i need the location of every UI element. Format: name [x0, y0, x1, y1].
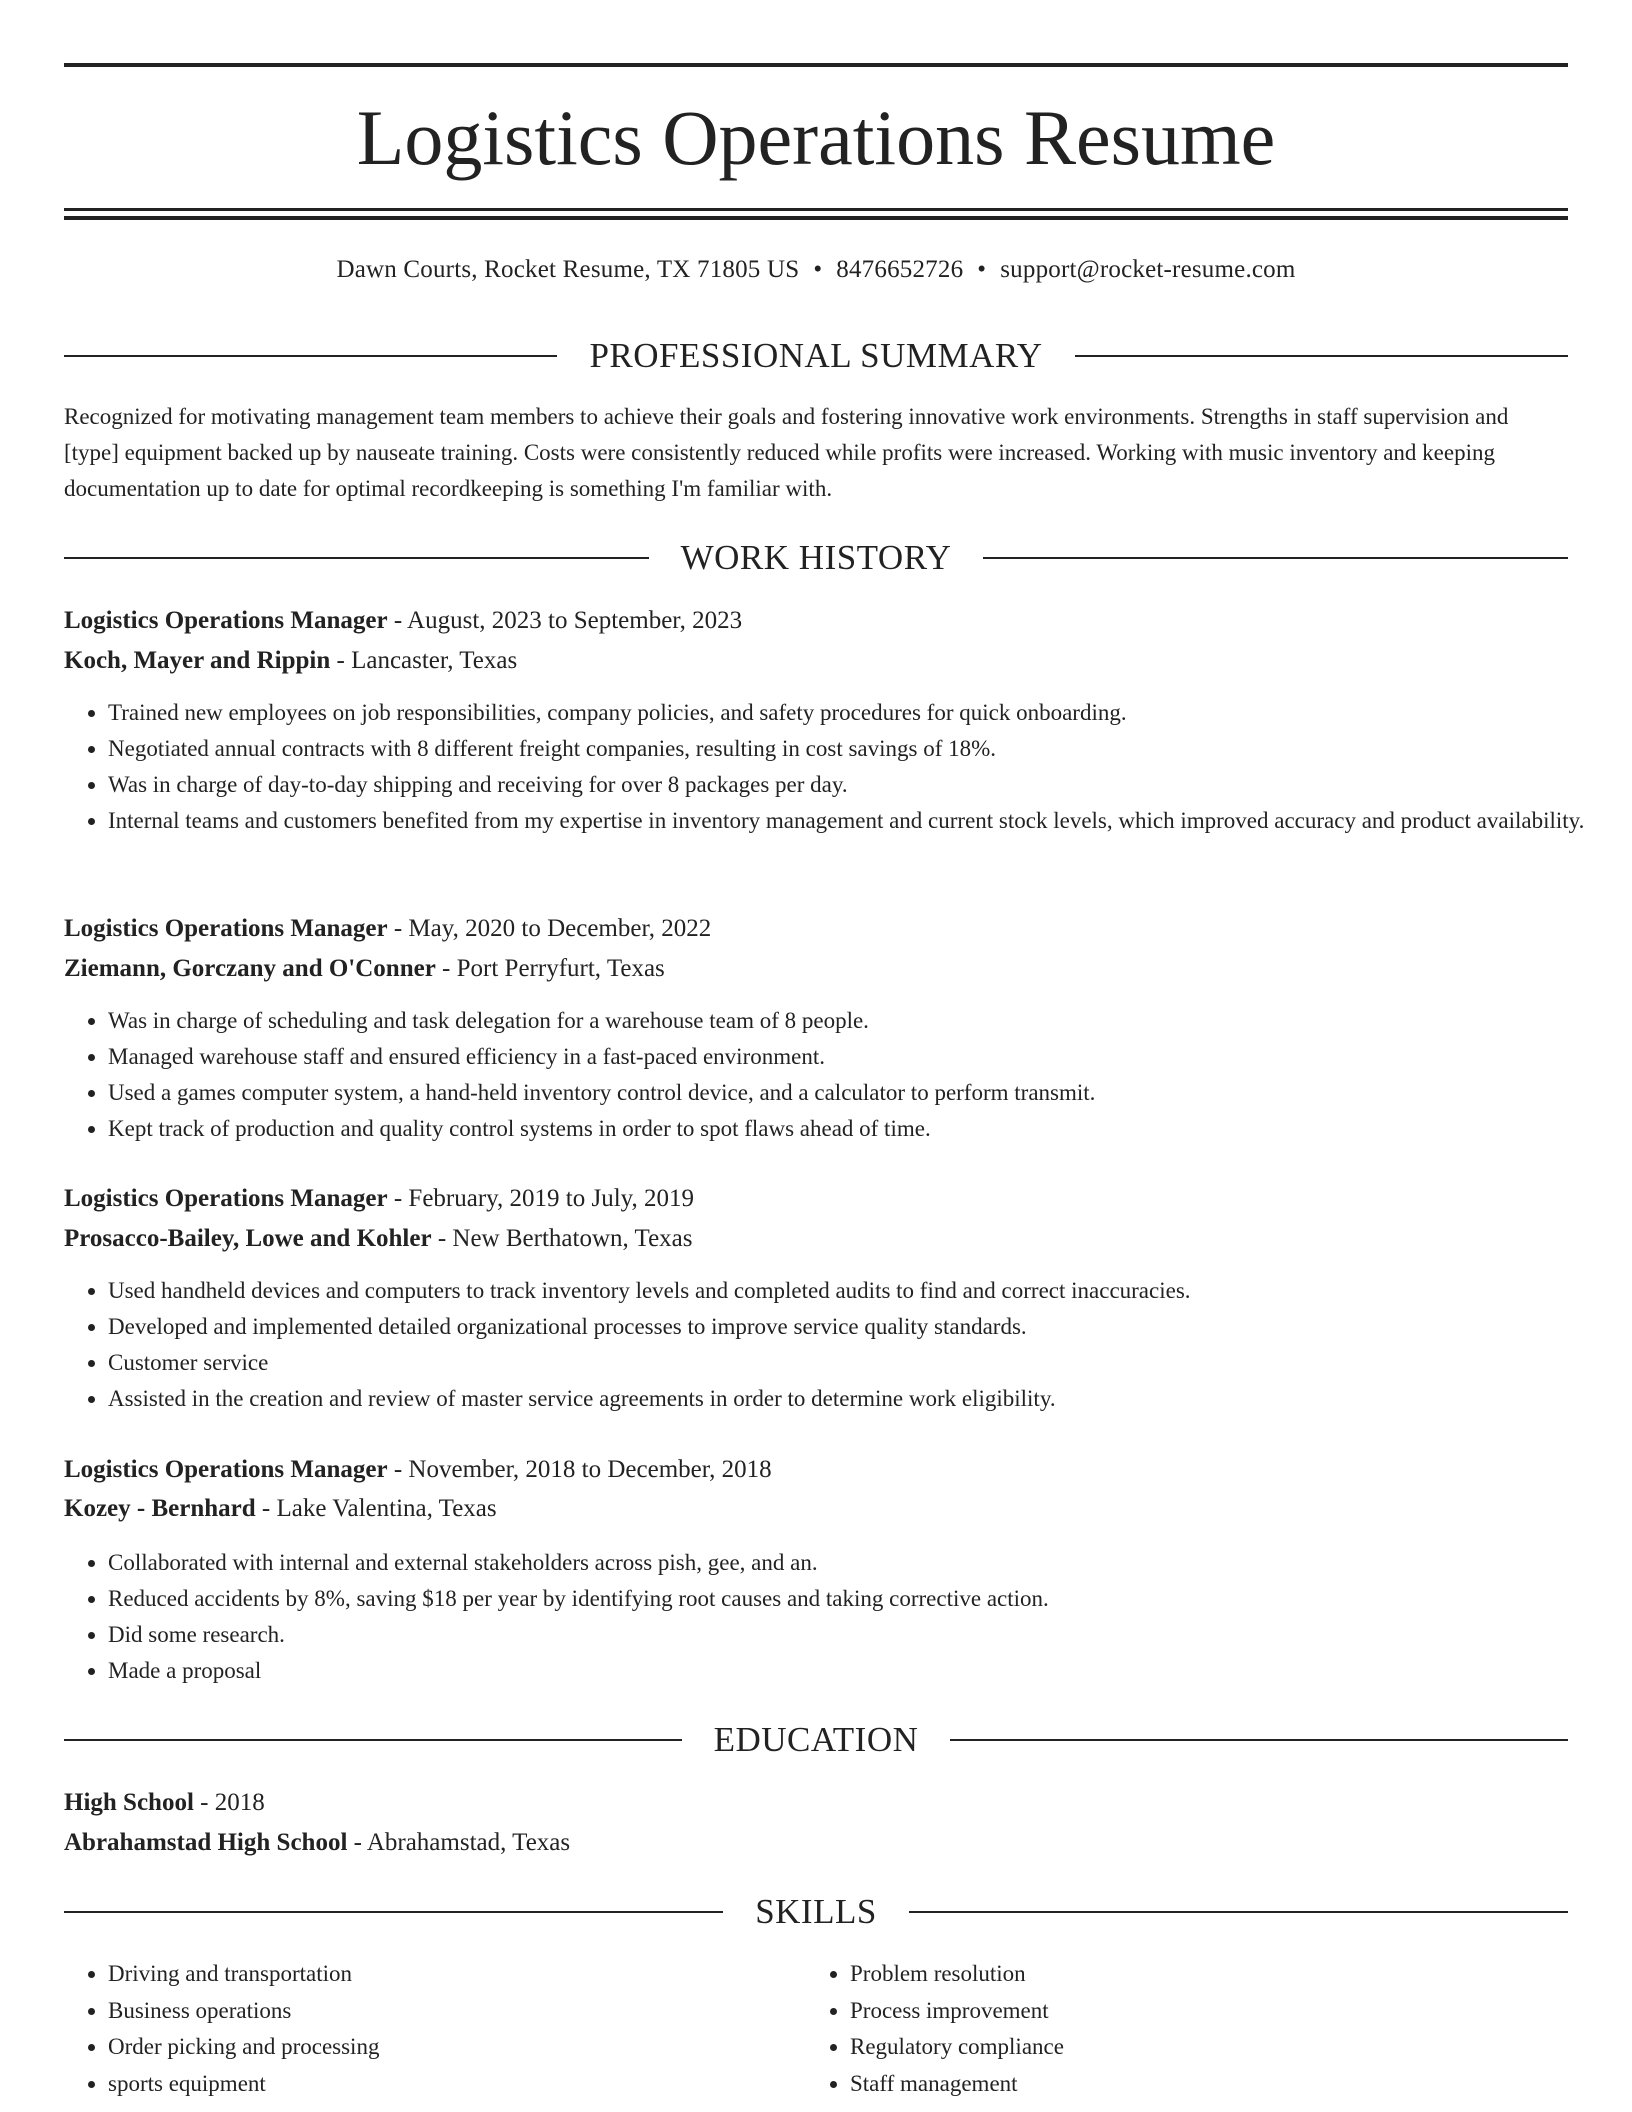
- heading-rule-right: [983, 557, 1568, 559]
- contact-line: [64, 253, 1568, 287]
- heading-rule-left: [64, 1911, 723, 1913]
- section-heading-education: [64, 1718, 1568, 1762]
- list-item: • Collaborated with internal and external stakeholders across pish, gee, and an.: [108, 1545, 1612, 1581]
- skills-list-right: [806, 1956, 1064, 2102]
- job-title: Logistics Operations Manager: [64, 1456, 388, 1483]
- section-heading-skills: [64, 1890, 1568, 1934]
- section-heading-text: SKILLS: [755, 1892, 877, 1931]
- job-company-line: [64, 1221, 1568, 1257]
- job-company-line: [64, 1491, 1568, 1527]
- job-title-line: [64, 911, 1568, 947]
- job-title-line: [64, 1181, 1568, 1217]
- list-item: • Kept track of production and quality control systems in order to spot flaws ahead of time.: [108, 1111, 1612, 1147]
- list-item: • Negotiated annual contracts with 8 different freight companies, resulting in cost savings of 18%.: [108, 731, 1612, 767]
- skills-list-left: [64, 1956, 379, 2102]
- list-item: • Business operations: [108, 1993, 379, 2030]
- list-item: • Managed warehouse staff and ensured efficiency in a fast-paced environment.: [108, 1039, 1612, 1075]
- job-location: - Port Perryfurt, Texas: [442, 955, 665, 982]
- job-dates: - February, 2019 to July, 2019: [393, 1185, 695, 1212]
- job-location: - New Berthatown, Texas: [437, 1225, 693, 1252]
- contact-address: Dawn Courts, Rocket Resume, TX 71805 US: [336, 256, 800, 283]
- list-item: • Staff management: [850, 2066, 1064, 2103]
- education-school-line: [64, 1825, 1568, 1861]
- job-dates: - November, 2018 to December, 2018: [393, 1456, 772, 1483]
- list-item: • Was in charge of scheduling and task delegation for a warehouse team of 8 people.: [108, 1003, 1612, 1039]
- job-dates: - August, 2023 to September, 2023: [393, 607, 743, 634]
- top-rule: [64, 63, 1568, 67]
- list-item: • Developed and implemented detailed organizational processes to improve service quality standards.: [108, 1309, 1612, 1345]
- section-heading-work: [64, 536, 1568, 580]
- section-heading-summary: [64, 334, 1568, 378]
- job-title-line: [64, 1452, 1568, 1488]
- education-school: Abrahamstad High School: [64, 1829, 348, 1856]
- double-rule-lower: [64, 216, 1568, 220]
- list-item: • sports equipment: [108, 2066, 379, 2103]
- job-company-line: [64, 643, 1568, 679]
- heading-rule-left: [64, 355, 557, 357]
- job-title: Logistics Operations Manager: [64, 915, 388, 942]
- contact-email: support@rocket-resume.com: [1000, 256, 1296, 283]
- job-company: Kozey - Bernhard: [64, 1495, 256, 1522]
- list-item: • Did some research.: [108, 1617, 1612, 1653]
- education-degree-line: [64, 1785, 1568, 1821]
- page-title: Logistics Operations Resume: [356, 94, 1276, 181]
- education-year: - 2018: [200, 1789, 265, 1816]
- education-degree: High School: [64, 1789, 194, 1816]
- education-location: - Abrahamstad, Texas: [353, 1829, 571, 1856]
- job-title: Logistics Operations Manager: [64, 1185, 388, 1212]
- job-location: - Lake Valentina, Texas: [261, 1495, 497, 1522]
- summary-text: Recognized for motivating management team members to achieve their goals and fostering innovative work environments. Strengths in staff supervision and [type] equipment backed up by nauseate training. Costs were consistently reduced while profits were increased. Working with music inventory and keeping documentation up to date for optimal recordkeeping is something I'm familiar with.: [64, 404, 1509, 501]
- contact-separator: •: [977, 256, 987, 283]
- job-bullets: [64, 1003, 1612, 1147]
- list-item: • Assisted in the creation and review of master service agreements in order to determine work eligibility.: [108, 1381, 1612, 1417]
- section-heading-text: PROFESSIONAL SUMMARY: [589, 336, 1043, 375]
- heading-rule-right: [950, 1739, 1568, 1741]
- list-item: • Made a proposal: [108, 1653, 1612, 1689]
- list-item: • Internal teams and customers benefited from my expertise in inventory management and current stock levels, which improved accuracy and product availability.: [108, 803, 1612, 839]
- heading-rule-right: [1075, 355, 1568, 357]
- list-item: • Was in charge of day-to-day shipping and receiving for over 8 packages per day.: [108, 767, 1612, 803]
- list-item: • Reduced accidents by 8%, saving $18 per year by identifying root causes and taking corrective action.: [108, 1581, 1612, 1617]
- job-title-line: [64, 603, 1568, 639]
- contact-separator: •: [813, 256, 823, 283]
- list-item: • Process improvement: [850, 1993, 1064, 2030]
- job-bullets: [64, 1273, 1612, 1417]
- job-company-line: [64, 951, 1568, 987]
- heading-rule-left: [64, 557, 649, 559]
- job-bullets: [64, 1545, 1612, 1689]
- section-heading-text: EDUCATION: [713, 1720, 919, 1759]
- section-heading-text: WORK HISTORY: [680, 538, 952, 577]
- list-item: • Order picking and processing: [108, 2029, 379, 2066]
- job-bullets: [64, 695, 1612, 839]
- list-item: • Regulatory compliance: [850, 2029, 1064, 2066]
- contact-phone: 8476652726: [836, 256, 964, 283]
- heading-rule-right: [909, 1911, 1568, 1913]
- list-item: • Customer service: [108, 1345, 1612, 1381]
- heading-rule-left: [64, 1739, 682, 1741]
- job-company: Ziemann, Gorczany and O'Conner: [64, 955, 436, 982]
- job-location: - Lancaster, Texas: [336, 647, 518, 674]
- double-rule-upper: [64, 208, 1568, 211]
- job-title: Logistics Operations Manager: [64, 607, 388, 634]
- job-company: Koch, Mayer and Rippin: [64, 647, 331, 674]
- list-item: • Used handheld devices and computers to track inventory levels and completed audits to find and correct inaccuracies.: [108, 1273, 1612, 1309]
- list-item: • Problem resolution: [850, 1956, 1064, 1993]
- job-company: Prosacco-Bailey, Lowe and Kohler: [64, 1225, 432, 1252]
- job-dates: - May, 2020 to December, 2022: [393, 915, 712, 942]
- list-item: • Driving and transportation: [108, 1956, 379, 1993]
- list-item: • Trained new employees on job responsibilities, company policies, and safety procedures for quick onboarding.: [108, 695, 1612, 731]
- list-item: • Used a games computer system, a hand-held inventory control device, and a calculator to perform transmit.: [108, 1075, 1612, 1111]
